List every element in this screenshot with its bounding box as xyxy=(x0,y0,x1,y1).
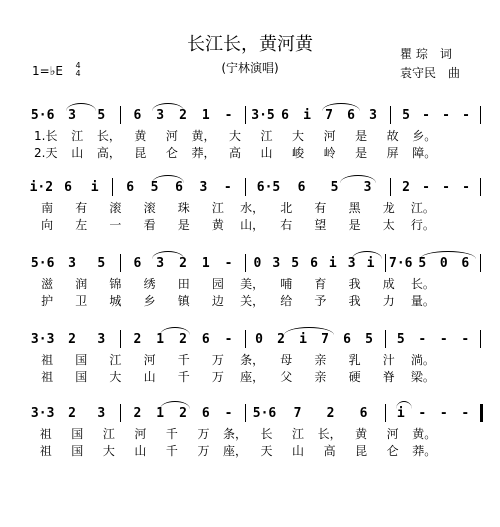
lyric-syllable: 万 xyxy=(211,353,224,367)
lyric-syllable: 哺 xyxy=(280,277,293,291)
barline xyxy=(480,404,483,422)
lyric-syllable: 祖 xyxy=(39,444,52,458)
note-token: 3 xyxy=(156,256,165,271)
lyric-syllable: 珠 xyxy=(177,201,190,215)
note-token: 3 xyxy=(156,108,165,123)
lyric-syllable: 昆 xyxy=(134,146,147,160)
lyric-syllable: 1.长 xyxy=(34,129,58,143)
lyric-syllable: 有 xyxy=(314,201,327,215)
slur xyxy=(160,327,190,335)
lyric-syllable: 是 xyxy=(355,146,368,160)
lyric-syllable: 润 xyxy=(75,277,88,291)
note-token: 6 xyxy=(347,108,355,123)
note-token: 2 xyxy=(133,332,142,347)
note-token: 6 xyxy=(359,406,368,421)
barline xyxy=(385,254,386,272)
note-token: 5 xyxy=(330,180,339,195)
lyric-syllable: 江 xyxy=(102,427,115,441)
note-token: 6 xyxy=(281,108,289,123)
lyric-syllable: 是 xyxy=(177,218,190,232)
lyric-syllable: 山 xyxy=(143,370,156,384)
barline xyxy=(120,330,121,348)
note-token: - xyxy=(442,108,450,123)
lyric-syllable: 亲 xyxy=(314,370,327,384)
lyric-syllable: 望 xyxy=(314,218,327,232)
note-token: 6 xyxy=(64,180,72,195)
note-token: 3 xyxy=(68,256,76,271)
note-token: 6 xyxy=(126,180,135,195)
lyric-syllable: 黄 xyxy=(134,129,147,143)
lyric-syllable: 万 xyxy=(211,370,224,384)
note-token: 7·6 xyxy=(389,256,413,271)
note-token: i xyxy=(328,256,337,271)
lyric-syllable: 座， xyxy=(222,444,248,458)
note-token: i xyxy=(299,332,307,347)
barline xyxy=(390,178,391,196)
lyric-syllable: 千 xyxy=(177,353,190,367)
lyric-syllable: 乳 xyxy=(348,353,361,367)
lyric-syllable: 是 xyxy=(355,129,368,143)
lyric-syllable: 江。 xyxy=(410,201,435,215)
score-system-4 xyxy=(0,324,500,384)
note-token: 2 xyxy=(68,332,76,347)
lyrics-verse2 xyxy=(0,145,500,161)
lyric-syllable: 莽。 xyxy=(412,444,437,458)
lyric-syllable: 淌。 xyxy=(410,353,435,367)
note-token: 5 xyxy=(402,108,410,123)
slur xyxy=(396,401,412,409)
lyric-syllable: 是 xyxy=(348,218,361,232)
notation-row xyxy=(0,324,500,348)
lyric-syllable: 向 xyxy=(41,218,54,232)
barline xyxy=(385,330,386,348)
barline xyxy=(245,404,246,422)
note-token: 1 xyxy=(156,406,165,421)
lyric-syllable: 高， xyxy=(96,146,121,160)
lyric-syllable: 大 xyxy=(109,370,122,384)
lyric-syllable: 一 xyxy=(109,218,122,232)
note-token: 6 xyxy=(201,406,210,421)
note-token: i xyxy=(90,180,99,195)
lyric-syllable: 山 xyxy=(292,444,305,458)
lyric-syllable: 国 xyxy=(75,353,88,367)
lyric-syllable: 长， xyxy=(96,129,121,143)
note-token: 6 xyxy=(133,256,142,271)
time-signature-top: 4 xyxy=(75,61,81,70)
note-token: 2 xyxy=(277,332,285,347)
lyric-syllable: 我 xyxy=(348,277,361,291)
lyric-syllable: 障。 xyxy=(412,146,437,160)
lyric-syllable: 大 xyxy=(292,129,305,143)
note-token: 2 xyxy=(179,332,187,347)
note-token: 5 xyxy=(291,256,300,271)
slur xyxy=(322,103,360,111)
lyrics-verse2 xyxy=(0,443,500,459)
barline xyxy=(120,106,121,124)
note-token: 0 xyxy=(255,332,263,347)
lyric-syllable: 千 xyxy=(177,370,190,384)
lyric-syllable: 乡 xyxy=(143,294,156,308)
lyric-syllable: 祖 xyxy=(41,353,54,367)
lyrics-verse1 xyxy=(0,128,500,144)
lyrics-verse1 xyxy=(0,200,500,216)
lyric-syllable: 屏 xyxy=(386,146,399,160)
lyric-syllable: 育 xyxy=(314,277,327,291)
lyric-syllable: 黑 xyxy=(348,201,361,215)
note-token: i xyxy=(303,108,311,123)
lyric-syllable: 左 xyxy=(75,218,88,232)
slur xyxy=(152,251,184,259)
lyric-syllable: 镇 xyxy=(177,294,190,308)
performer-subtitle: (宁林演唱) xyxy=(221,61,279,75)
note-token: 6·5 xyxy=(256,180,281,195)
note-token: - xyxy=(422,180,430,195)
lyric-syllable: 山 xyxy=(260,146,273,160)
lyric-syllable: 大 xyxy=(102,444,115,458)
note-token: 2 xyxy=(326,406,335,421)
note-token: 3 xyxy=(272,256,281,271)
slur xyxy=(284,327,334,335)
note-token: - xyxy=(442,180,450,195)
lyric-syllable: 田 xyxy=(177,277,190,291)
lyric-syllable: 黄， xyxy=(191,129,216,143)
lyric-syllable: 江 xyxy=(292,427,305,441)
lyricist-credit xyxy=(400,45,452,62)
lyric-syllable: 河 xyxy=(386,427,399,441)
composer-name: 袁守民 xyxy=(400,66,437,80)
lyric-syllable: 座， xyxy=(240,370,265,384)
note-token: i xyxy=(396,406,405,421)
lyric-syllable: 城 xyxy=(109,294,122,308)
note-token: 5 xyxy=(97,108,106,123)
note-token: - xyxy=(439,406,448,421)
note-token: 3·3 xyxy=(30,332,55,347)
lyric-syllable: 长， xyxy=(317,427,342,441)
note-token: 2 xyxy=(179,108,187,123)
score-system-5 xyxy=(0,398,500,458)
note-token: 3 xyxy=(199,180,208,195)
lyric-syllable: 护 xyxy=(41,294,54,308)
lyric-syllable: 右 xyxy=(280,218,293,232)
note-token: 5·6 xyxy=(30,256,55,271)
lyric-syllable: 千 xyxy=(165,427,178,441)
lyric-syllable: 峻 xyxy=(292,146,305,160)
note-token: - xyxy=(224,256,233,271)
note-token: 3 xyxy=(97,406,106,421)
lyric-syllable: 莽， xyxy=(191,146,216,160)
lyric-syllable: 看 xyxy=(143,218,156,232)
lyric-syllable: 卫 xyxy=(75,294,88,308)
note-token: - xyxy=(224,406,233,421)
lyric-syllable: 水， xyxy=(240,201,265,215)
lyric-syllable: 山， xyxy=(240,218,265,232)
composer-credit xyxy=(400,64,460,81)
note-token: 3·5 xyxy=(251,108,275,123)
lyric-syllable: 园 xyxy=(211,277,224,291)
lyric-syllable: 江 xyxy=(71,129,84,143)
barline xyxy=(245,254,246,272)
lyric-syllable: 量。 xyxy=(410,294,435,308)
note-token: 5 xyxy=(396,332,405,347)
note-token: 0 xyxy=(439,256,448,271)
lyric-syllable: 黄。 xyxy=(412,427,437,441)
lyric-syllable: 岭 xyxy=(323,146,336,160)
note-token: - xyxy=(223,180,232,195)
note-token: - xyxy=(439,332,448,347)
lyric-syllable: 条， xyxy=(222,427,248,441)
note-token: 5·6 xyxy=(30,108,55,123)
lyric-syllable: 河 xyxy=(323,129,336,143)
lyric-syllable: 力 xyxy=(382,294,395,308)
lyric-syllable: 乡。 xyxy=(412,129,437,143)
note-token: - xyxy=(224,108,233,123)
lyric-syllable: 江 xyxy=(211,201,224,215)
note-token: - xyxy=(462,108,470,123)
composer-role: 曲 xyxy=(448,66,461,80)
lyric-syllable: 故 xyxy=(386,129,399,143)
lyric-syllable: 龙 xyxy=(382,201,395,215)
note-token: 6 xyxy=(133,108,142,123)
lyric-syllable: 有 xyxy=(75,201,88,215)
note-token: 7 xyxy=(293,406,302,421)
note-token: 3 xyxy=(369,108,377,123)
lyric-syllable: 河 xyxy=(134,427,147,441)
note-token: 6 xyxy=(201,332,210,347)
lyric-syllable: 黄 xyxy=(211,218,224,232)
note-token: 6 xyxy=(297,180,306,195)
notation-row xyxy=(0,398,500,422)
lyric-syllable: 仑 xyxy=(165,146,178,160)
note-token: 3 xyxy=(363,180,372,195)
song-title: 长江长，黄河黄 xyxy=(187,34,313,55)
note-token: - xyxy=(224,332,233,347)
lyric-syllable: 北 xyxy=(280,201,293,215)
note-token: 7 xyxy=(325,108,333,123)
barline xyxy=(245,178,246,196)
lyric-syllable: 脊 xyxy=(382,370,395,384)
notation-row xyxy=(0,172,500,196)
note-token: - xyxy=(461,406,470,421)
note-token: - xyxy=(418,332,427,347)
lyric-syllable: 千 xyxy=(165,444,178,458)
note-token: 2 xyxy=(179,406,187,421)
lyric-syllable: 江 xyxy=(109,353,122,367)
slur xyxy=(352,251,382,259)
barline xyxy=(390,106,391,124)
note-token: 5·6 xyxy=(252,406,277,421)
lyricist-role: 词 xyxy=(439,47,452,61)
lyric-syllable: 太 xyxy=(382,218,395,232)
note-token: 3 xyxy=(347,256,356,271)
note-token: 2 xyxy=(68,406,76,421)
lyric-syllable: 国 xyxy=(71,427,84,441)
note-token: 7 xyxy=(321,332,329,347)
lyric-syllable: 2.天 xyxy=(34,146,58,160)
slur xyxy=(66,103,96,111)
lyric-syllable: 国 xyxy=(71,444,84,458)
note-token: - xyxy=(418,406,427,421)
lyric-syllable: 边 xyxy=(211,294,224,308)
barline xyxy=(480,254,481,272)
note-token: 5 xyxy=(418,256,427,271)
slur xyxy=(420,251,476,259)
lyrics-verse1 xyxy=(0,426,500,442)
notation-row xyxy=(0,248,500,272)
slur xyxy=(340,175,376,183)
note-token: - xyxy=(461,332,470,347)
lyric-syllable: 长 xyxy=(260,427,273,441)
lyric-syllable: 祖 xyxy=(39,427,52,441)
time-signature-bottom: 4 xyxy=(75,69,81,78)
lyric-syllable: 成 xyxy=(382,277,395,291)
note-token: 3 xyxy=(97,332,106,347)
lyric-syllable: 祖 xyxy=(41,370,54,384)
lyric-syllable: 黄 xyxy=(355,427,368,441)
note-token: 5 xyxy=(365,332,373,347)
note-token: 1 xyxy=(201,256,210,271)
barline xyxy=(385,404,386,422)
lyric-syllable: 国 xyxy=(75,370,88,384)
note-token: 1 xyxy=(201,108,210,123)
lyric-syllable: 江 xyxy=(260,129,273,143)
lyric-syllable: 长。 xyxy=(410,277,435,291)
time-signature xyxy=(74,62,82,78)
note-token: 2 xyxy=(133,406,142,421)
lyric-syllable: 关， xyxy=(240,294,265,308)
lyric-syllable: 高 xyxy=(228,146,242,160)
lyric-syllable: 山 xyxy=(134,444,147,458)
lyric-syllable: 山 xyxy=(71,146,84,160)
lyric-syllable: 予 xyxy=(314,294,327,308)
lyric-syllable: 滚 xyxy=(109,201,122,215)
lyric-syllable: 万 xyxy=(197,444,210,458)
score-system-2 xyxy=(0,172,500,232)
lyrics-verse2 xyxy=(0,293,500,309)
lyric-syllable: 硬 xyxy=(348,370,361,384)
key-signature: 1=♭E xyxy=(32,64,63,78)
lyric-syllable: 锦 xyxy=(109,277,122,291)
lyrics-verse2 xyxy=(0,217,500,233)
lyric-syllable: 高 xyxy=(323,444,336,458)
score-system-1 xyxy=(0,100,500,160)
lyric-syllable: 条， xyxy=(240,353,265,367)
score-system-3 xyxy=(0,248,500,308)
lyric-syllable: 万 xyxy=(197,427,210,441)
note-token: 6 xyxy=(175,180,183,195)
note-token: 2 xyxy=(402,180,410,195)
barline xyxy=(120,404,121,422)
lyric-syllable: 父 xyxy=(280,370,293,384)
note-token: 2 xyxy=(179,256,187,271)
lyric-syllable: 行。 xyxy=(410,218,435,232)
lyric-syllable: 绣 xyxy=(143,277,156,291)
note-token: 6 xyxy=(461,256,470,271)
note-token: 5 xyxy=(150,180,159,195)
barline xyxy=(120,254,121,272)
lyric-syllable: 母 xyxy=(280,353,293,367)
lyric-syllable: 汁 xyxy=(382,353,395,367)
note-token: i xyxy=(366,256,375,271)
note-token: - xyxy=(422,108,430,123)
barline xyxy=(245,330,246,348)
lyric-syllable: 昆 xyxy=(355,444,368,458)
note-token: - xyxy=(462,180,470,195)
barline xyxy=(245,106,246,124)
lyric-syllable: 滋 xyxy=(41,277,54,291)
lyric-syllable: 大 xyxy=(228,129,242,143)
lyricist-name: 瞿 琮 xyxy=(400,47,428,61)
lyric-syllable: 河 xyxy=(165,129,178,143)
note-token: 3 xyxy=(68,108,76,123)
slur xyxy=(160,401,190,409)
note-token: 1 xyxy=(156,332,165,347)
barline xyxy=(480,106,481,124)
note-token: 5 xyxy=(97,256,106,271)
barline xyxy=(480,178,481,196)
lyrics-verse1 xyxy=(0,352,500,368)
lyric-syllable: 南 xyxy=(41,201,54,215)
barline xyxy=(480,330,481,348)
note-token: 0 xyxy=(253,256,262,271)
barline xyxy=(112,178,113,196)
lyric-syllable: 天 xyxy=(260,444,273,458)
lyric-syllable: 我 xyxy=(348,294,361,308)
lyric-syllable: 梁。 xyxy=(410,370,435,384)
lyrics-verse2 xyxy=(0,369,500,385)
lyric-syllable: 河 xyxy=(143,353,156,367)
note-token: i·2 xyxy=(29,180,54,195)
lyric-syllable: 滚 xyxy=(143,201,156,215)
lyrics-verse1 xyxy=(0,276,500,292)
lyric-syllable: 美， xyxy=(240,277,265,291)
lyric-syllable: 给 xyxy=(280,294,293,308)
slur xyxy=(152,175,184,183)
lyric-syllable: 亲 xyxy=(314,353,327,367)
note-token: 3·3 xyxy=(30,406,55,421)
notation-row xyxy=(0,100,500,124)
lyric-syllable: 仑 xyxy=(386,444,399,458)
note-token: 6 xyxy=(343,332,351,347)
note-token: 6 xyxy=(310,256,318,271)
slur xyxy=(152,103,184,111)
